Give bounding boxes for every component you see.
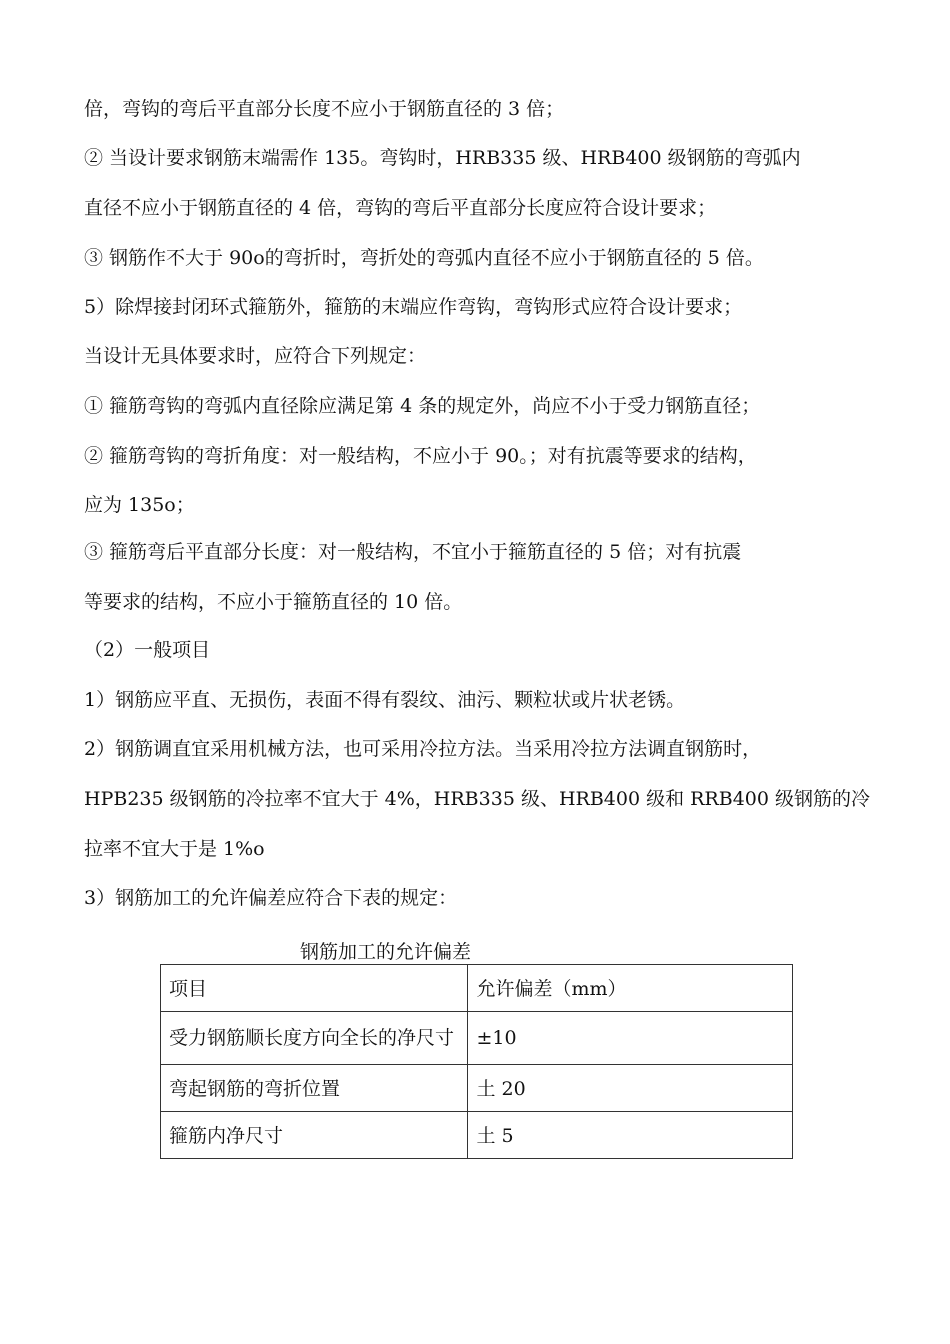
header-cell-deviation: 允许偏差（mm） <box>468 965 793 1012</box>
section-heading: （2）一般项目 <box>84 639 211 661</box>
text-line: 2）钢筋调直宜采用机械方法，也可采用冷拉方法。当采用冷拉方法调直钢筋时， <box>84 738 762 760</box>
table-caption: 钢筋加工的允许偏差 <box>300 941 472 963</box>
text-line: ③ 钢筋作不大于 90o的弯折时，弯折处的弯弧内直径不应小于钢筋直径的 5 倍。 <box>84 247 764 269</box>
table-cell-item: 弯起钢筋的弯折位置 <box>161 1065 468 1112</box>
text-line: ③ 箍筋弯后平直部分长度：对一般结构，不宜小于箍筋直径的 5 倍；对有抗震 <box>84 541 742 563</box>
table-header-row <box>161 965 793 1012</box>
text-line: 3）钢筋加工的允许偏差应符合下表的规定： <box>84 887 458 909</box>
table-row <box>161 1012 793 1065</box>
table-row <box>161 1112 793 1159</box>
table-row <box>161 1065 793 1112</box>
deviation-table <box>160 964 793 1159</box>
text-line: 倍，弯钩的弯后平直部分长度不应小于钢筋直径的 3 倍； <box>84 98 565 120</box>
table-cell-item: 箍筋内净尺寸 <box>161 1112 468 1159</box>
text-line: 当设计无具体要求时，应符合下列规定： <box>84 345 427 367</box>
table-cell-deviation: 土 5 <box>468 1112 793 1159</box>
text-line: ① 箍筋弯钩的弯弧内直径除应满足第 4 条的规定外，尚应不小于受力钢筋直径； <box>84 395 761 417</box>
text-line: HPB235 级钢筋的冷拉率不宜大于 4%，HRB335 级、HRB400 级和 RRB400 级钢筋的冷 <box>84 788 871 810</box>
header-cell-item: 项目 <box>161 965 468 1012</box>
table-cell-deviation <box>468 1012 793 1065</box>
table-cell-item: 受力钢筋顺长度方向全长的净尺寸 <box>161 1012 468 1065</box>
text-line: 1）钢筋应平直、无损伤，表面不得有裂纹、油污、颗粒状或片状老锈。 <box>84 689 686 711</box>
text-line: 拉率不宜大于是 1%o <box>84 838 265 860</box>
text-line: 应为 135o； <box>84 494 195 516</box>
text-line: ② 当设计要求钢筋末端需作 135。弯钩时，HRB335 级、HRB400 级钢筋的弯弧内 <box>84 147 801 169</box>
deviation-value: ±10 <box>476 1027 517 1049</box>
text-line: 等要求的结构，不应小于箍筋直径的 10 倍。 <box>84 591 463 613</box>
table-cell-deviation: 土 20 <box>468 1065 793 1112</box>
text-line: ② 箍筋弯钩的弯折角度：对一般结构，不应小于 90。；对有抗震等要求的结构， <box>84 445 757 467</box>
text-line: 5）除焊接封闭环式箍筋外，箍筋的末端应作弯钩，弯钩形式应符合设计要求； <box>84 296 743 318</box>
text-line: 直径不应小于钢筋直径的 4 倍，弯钩的弯后平直部分长度应符合设计要求； <box>84 197 717 219</box>
